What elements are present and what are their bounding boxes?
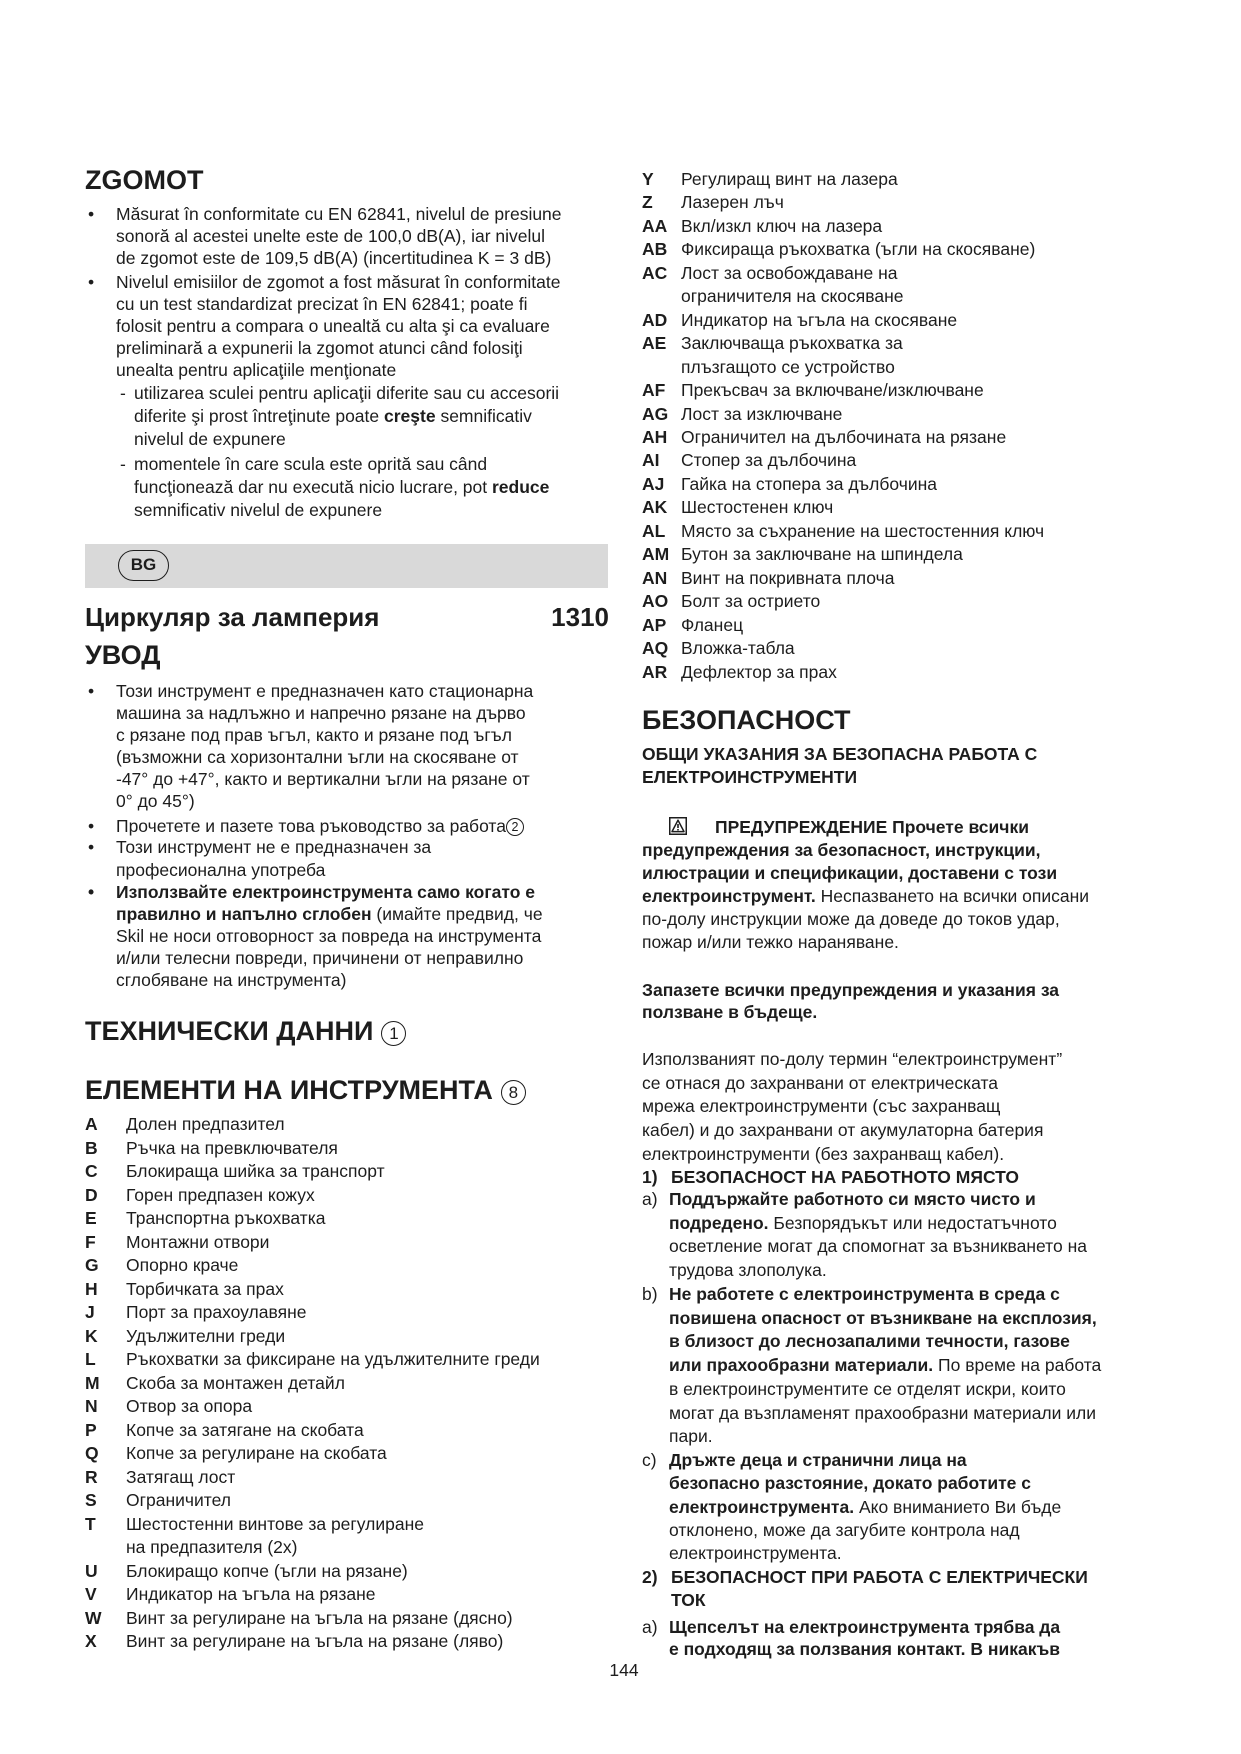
safety-subheading: [642, 743, 1037, 789]
element-item: [642, 403, 1044, 426]
element-key: B: [85, 1137, 98, 1158]
element-label: Вложка-табла: [681, 638, 795, 659]
zgomot-subitem-text: [134, 453, 549, 522]
element-label: Скоба за монтажен детайл: [126, 1372, 345, 1393]
figure-reference: 1: [381, 1021, 406, 1046]
element-label: Ръчка на превключвателя: [126, 1137, 338, 1158]
element-label: Място за съхранение на шестостенния ключ: [681, 520, 1045, 541]
element-label: Ръкохватки за фиксиране на удължителните греди: [126, 1349, 540, 1369]
intro-bullet: [88, 680, 533, 812]
bullet-marker: •: [88, 816, 95, 836]
term-note-text: Използваният по-долу термин “електроинструмент” се отнася до захранвани от електрическата мрежа електроинструменти (със захранващ кабел) и до захранвани от акумулаторна батерия електроинструменти (без захранващ кабел).: [642, 1049, 1063, 1164]
element-key: F: [85, 1231, 96, 1252]
safety-subheading-text: ОБЩИ УКАЗАНИЯ ЗА БЕЗОПАСНА РАБОТА С ЕЛЕКТРОИНСТРУМЕНТИ: [642, 744, 1038, 787]
product-title: Циркуляр за ламперия: [85, 602, 380, 632]
element-key: AL: [642, 520, 666, 541]
element-label: Фланец: [681, 614, 744, 635]
intro-bullet: [88, 815, 524, 837]
safety-rule: [642, 1283, 1101, 1449]
intro-bullet-text: Този инструмент не е предназначен за професионална употреба: [116, 837, 432, 880]
element-label: Горен предпазен кожух: [126, 1184, 315, 1205]
element-key: AQ: [642, 638, 669, 659]
element-label: Лазерен лъч: [681, 192, 784, 213]
element-item: [85, 1395, 540, 1419]
rule-text: [669, 1283, 1101, 1449]
element-label: Блокираща шийка за транспорт: [126, 1161, 385, 1181]
zgomot-heading: ZGOMOT: [85, 165, 204, 195]
bullet-marker: •: [88, 681, 95, 701]
element-item: [85, 1489, 540, 1513]
product-model: 1310: [551, 602, 609, 632]
element-label: Копче за регулиране на скобата: [126, 1443, 387, 1463]
zgomot-subitem: [120, 382, 559, 451]
section-number: 2): [642, 1567, 658, 1587]
element-item: [85, 1254, 540, 1278]
element-label: Монтажни отвори: [126, 1231, 270, 1252]
element-item: [85, 1560, 540, 1584]
text-run: (имайте предвид, че Skil не носи отговорност за повреда на инструмента и/или телесни повреди, причинени от неправилно сглобяване на инструмента): [116, 904, 543, 990]
element-item: [85, 1607, 540, 1631]
intro-bullet: [88, 881, 543, 991]
element-item: [85, 1583, 540, 1607]
zgomot-bullet-text: Măsurat în conformitate cu EN 62841, nivelul de presiune sonoră al acestei unelte este de 100,0 dB(A), iar nivelul de zgomot este de 109,5 dB(A) (incertitudinea K = 3 dB): [116, 204, 562, 268]
bold-run: reduce: [492, 477, 550, 497]
page-number: 144: [609, 1660, 639, 1680]
safety-rule: [642, 1449, 1061, 1565]
figure-reference: 2: [506, 818, 524, 836]
dash-marker: -: [120, 383, 126, 403]
element-key: U: [85, 1560, 98, 1581]
element-label: Болт за острието: [681, 591, 821, 612]
element-key: L: [85, 1349, 96, 1369]
element-item: [642, 215, 1044, 238]
rule-key: a): [642, 1617, 658, 1637]
element-item: [85, 1348, 540, 1372]
warning-icon: [669, 817, 687, 835]
bullet-marker: •: [88, 837, 95, 857]
element-item: [85, 1372, 540, 1396]
element-item: [85, 1301, 540, 1325]
section-title: БЕЗОПАСНОСТ ПРИ РАБОТА С ЕЛЕКТРИЧЕСКИ ТОК: [671, 1567, 1088, 1610]
element-key: Z: [642, 192, 653, 213]
zgomot-bullet: [88, 203, 562, 269]
element-item: [642, 191, 1044, 214]
element-label: Гайка на стопера за дълбочина: [681, 473, 937, 494]
element-item: [642, 262, 1044, 309]
element-item: [642, 379, 1044, 402]
element-item: [642, 637, 1044, 660]
element-key: X: [85, 1631, 97, 1651]
intro-heading: УВОД: [85, 640, 161, 670]
element-item: [85, 1160, 540, 1184]
intro-bullet-text: [116, 881, 543, 991]
element-label: Бутон за заключване на шпиндела: [681, 544, 963, 565]
element-item: [642, 473, 1044, 496]
bold-run: Поддържайте работното си място чисто и подредено.: [669, 1189, 1036, 1233]
element-item: [642, 496, 1044, 519]
section-number: 1): [642, 1167, 658, 1187]
language-band: [85, 544, 608, 588]
element-key: W: [85, 1607, 102, 1628]
text-run: Прочетете и пазете това ръководство за работа: [116, 816, 506, 836]
element-label: Отвор за опора: [126, 1396, 253, 1416]
element-item: [642, 614, 1044, 637]
elements-list-left: [85, 1113, 540, 1654]
intro-bullet-text: [116, 815, 524, 837]
dash-marker: -: [120, 454, 126, 474]
intro-bullet: [88, 836, 431, 881]
rule-text: [669, 1616, 1060, 1660]
element-item: [85, 1419, 540, 1443]
element-item: [642, 543, 1044, 566]
product-title-row: [85, 601, 609, 633]
element-key: AJ: [642, 473, 665, 494]
element-label: Шестостенен ключ: [681, 497, 834, 518]
element-key: AM: [642, 544, 670, 565]
element-label: Индикатор на ъгъла на скосяване: [681, 309, 958, 330]
element-label: Удължителни греди: [126, 1325, 286, 1346]
element-key: S: [85, 1490, 97, 1510]
element-label: Фиксираща ръкохватка (ъгли на скосяване): [681, 239, 1036, 260]
element-key: M: [85, 1372, 100, 1393]
section-title: БЕЗОПАСНОСТ НА РАБОТНОТО МЯСТО: [671, 1167, 1020, 1187]
element-item: [85, 1207, 540, 1231]
bold-run: ПРЕДУПРЕЖДЕНИЕ Прочете всички предупреждения за безопасност, инструкции, илюстрации и спецификации, доставени с този електроинструмент.: [642, 817, 1058, 906]
element-key: AN: [642, 567, 668, 588]
element-item: [642, 661, 1044, 684]
elements-list-right: [642, 168, 1044, 684]
element-key: P: [85, 1419, 97, 1440]
element-item: [85, 1325, 540, 1349]
bullet-marker: •: [88, 272, 95, 292]
rule-key: b): [642, 1284, 658, 1304]
text-run: Ако вниманието Ви бъде отклонено, може да загубите контрола над електроинструмента.: [669, 1496, 1062, 1564]
element-label: Заключваща ръкохватка за плъзгащото се устройство: [681, 333, 903, 377]
bold-run: Използвайте електроинструмента само когато е правилно и напълно сглобен: [116, 882, 535, 924]
element-key: AB: [642, 239, 668, 260]
zgomot-subitem-text: [134, 382, 559, 451]
bullet-marker: •: [88, 882, 95, 902]
element-item: [85, 1184, 540, 1208]
element-item: [642, 309, 1044, 332]
element-key: AP: [642, 614, 667, 635]
element-label: Копче за затягане на скобата: [126, 1419, 364, 1440]
element-item: [85, 1442, 540, 1466]
element-label: Порт за прахоулавяне: [126, 1302, 307, 1322]
element-label: Ограничител на дълбочината на рязане: [681, 426, 1007, 447]
element-label: Долен предпазител: [126, 1114, 285, 1134]
safety-rule: [642, 1188, 1087, 1283]
element-key: A: [85, 1114, 98, 1134]
element-item: [85, 1231, 540, 1255]
safety-rule: [642, 1616, 1060, 1660]
element-key: AD: [642, 309, 668, 330]
text-run: По време на работа в електроинструментите се отделят искри, които могат да възпламенят прахообразни материали или пари.: [669, 1355, 1102, 1447]
element-item: [642, 520, 1044, 543]
text-run: semnificativ nivelul de expunere: [134, 406, 532, 449]
element-key: T: [85, 1513, 96, 1534]
elements-title: ЕЛЕМЕНТИ НА ИНСТРУМЕНТА: [85, 1075, 493, 1105]
element-label: Винт на покривната плоча: [681, 567, 895, 588]
zgomot-bullet-text: Nivelul emisiilor de zgomot a fost măsurat în conformitate cu un test standardizat precizat în EN 62841; poate fi folosit pentru a compara o unealtă cu alta şi ca evaluare preliminară a expunerii la zgomot atunci când folosiţi unealta pentru aplicaţiile menţionate: [116, 272, 561, 380]
element-label: Опорно краче: [126, 1255, 239, 1275]
zgomot-bullet: [88, 271, 560, 381]
element-key: R: [85, 1466, 98, 1487]
element-item: [642, 590, 1044, 613]
rule-text: [669, 1449, 1061, 1565]
rule-key: c): [642, 1450, 657, 1470]
element-key: AK: [642, 497, 668, 518]
element-label: Прекъсвач за включване/изключване: [681, 380, 984, 401]
element-item: [85, 1630, 540, 1654]
element-label: Стопер за дълбочина: [681, 450, 857, 471]
element-key: E: [85, 1208, 97, 1228]
save-notice-text: Запазете всички предупреждения и указания за ползване в бъдеще.: [642, 980, 1060, 1022]
tech-data-title: ТЕХНИЧЕСКИ ДАННИ: [85, 1016, 374, 1046]
element-item: [85, 1513, 540, 1560]
element-key: V: [85, 1584, 97, 1604]
element-item: [85, 1466, 540, 1490]
element-label: Вкл/изкл ключ на лазера: [681, 215, 883, 236]
bullet-marker: •: [88, 204, 95, 224]
element-key: AC: [642, 262, 668, 283]
tech-data-heading: [85, 1015, 406, 1047]
rule-text: [669, 1188, 1087, 1283]
element-label: Винт за регулиране на ъгъла на рязане (ляво): [126, 1631, 504, 1651]
save-notice: [642, 979, 1059, 1023]
element-label: Лост за изключване: [681, 403, 843, 424]
element-key: Y: [642, 169, 654, 189]
text-run: Безпорядъкът или недостатъчното осветление могат да спомогнат за възникването на трудова злополука.: [669, 1212, 1087, 1281]
elements-heading: [85, 1074, 526, 1106]
element-key: AE: [642, 333, 667, 354]
term-note: [642, 1048, 1062, 1167]
bold-run: Щепселът на електроинструмента трябва да е подходящ за ползвания контакт. В никакъв: [669, 1617, 1061, 1659]
element-label: Торбичката за прах: [126, 1278, 284, 1299]
text-run: Неспазването на всички описани по-долу инструкции може да доведе до токов удар, пожар и/или тежко нараняване.: [642, 886, 1090, 952]
element-label: Ограничител: [126, 1490, 231, 1510]
element-label: Индикатор на ъгъла на рязане: [126, 1584, 376, 1604]
element-item: [642, 238, 1044, 261]
element-label: Блокиращо копче (ъгли на рязане): [126, 1560, 408, 1581]
element-item: [85, 1278, 540, 1302]
element-label: Затягащ лост: [126, 1466, 236, 1487]
element-item: [642, 168, 1044, 191]
element-label: Шестостенни винтове за регулиране на предпазителя (2x): [126, 1513, 425, 1557]
element-key: Q: [85, 1443, 99, 1463]
bold-run: Не работете с електроинструмента в среда с повишена опасност от възникване на експлозия, в близост до леснозапалими течности, газове или прахообразни материали.: [669, 1284, 1097, 1376]
safety-heading: БЕЗОПАСНОСТ: [642, 705, 851, 735]
element-label: Лост за освобождаване на ограничителя на скосяване: [681, 262, 904, 307]
element-label: Винт за регулиране на ъгъла на рязане (дясно): [126, 1607, 513, 1628]
safety-warning: [642, 816, 1089, 954]
element-key: K: [85, 1325, 98, 1346]
safety-warning-text: [642, 816, 1089, 954]
element-item: [85, 1137, 540, 1161]
rule-key: a): [642, 1189, 658, 1209]
element-key: AG: [642, 403, 669, 424]
element-item: [85, 1113, 540, 1137]
element-item: [642, 332, 1044, 379]
intro-bullet-text: Този инструмент е предназначен като стационарна машина за надлъжно и напречно рязане на дърво с рязане под прав ъгъл, както и рязане под ъгъл (възможни са хоризонтални ъгли на скосяване от -47° до +47°, както и вертикални ъгли на рязане от 0° до 45°): [116, 681, 534, 811]
text-run: momentele în care scula este oprită sau când funcţionează dar nu execută nicio lucrare, pot: [134, 454, 488, 497]
element-key: AH: [642, 426, 668, 447]
element-label: Транспортна ръкохватка: [126, 1208, 326, 1228]
text-run: semnificativ nivelul de expunere: [134, 500, 383, 520]
element-key: C: [85, 1161, 98, 1181]
safety-section-heading: [642, 1166, 1019, 1189]
element-key: AA: [642, 215, 668, 236]
element-key: N: [85, 1396, 98, 1416]
bold-run: Дръжте деца и странични лица на безопасно разстояние, докато работите с електроинструмента.: [669, 1450, 1031, 1517]
language-badge: BG: [118, 550, 169, 581]
element-key: AO: [642, 591, 669, 612]
element-key: D: [85, 1184, 98, 1205]
element-key: H: [85, 1278, 98, 1299]
element-key: G: [85, 1255, 99, 1275]
element-key: AR: [642, 661, 668, 682]
element-key: AF: [642, 380, 666, 401]
text-run: utilizarea sculei pentru aplicaţii diferite sau cu accesorii diferite şi prost întreţinute poate: [134, 383, 560, 426]
safety-section-heading: [642, 1566, 1088, 1611]
element-key: J: [85, 1302, 95, 1322]
element-item: [642, 449, 1044, 472]
zgomot-subitem: [120, 453, 549, 522]
element-item: [642, 426, 1044, 449]
figure-reference: 8: [501, 1080, 526, 1105]
element-label: Дефлектор за прах: [681, 661, 837, 682]
element-item: [642, 567, 1044, 590]
element-label: Регулиращ винт на лазера: [681, 169, 898, 189]
element-key: AI: [642, 450, 660, 471]
bold-run: creşte: [384, 406, 436, 426]
